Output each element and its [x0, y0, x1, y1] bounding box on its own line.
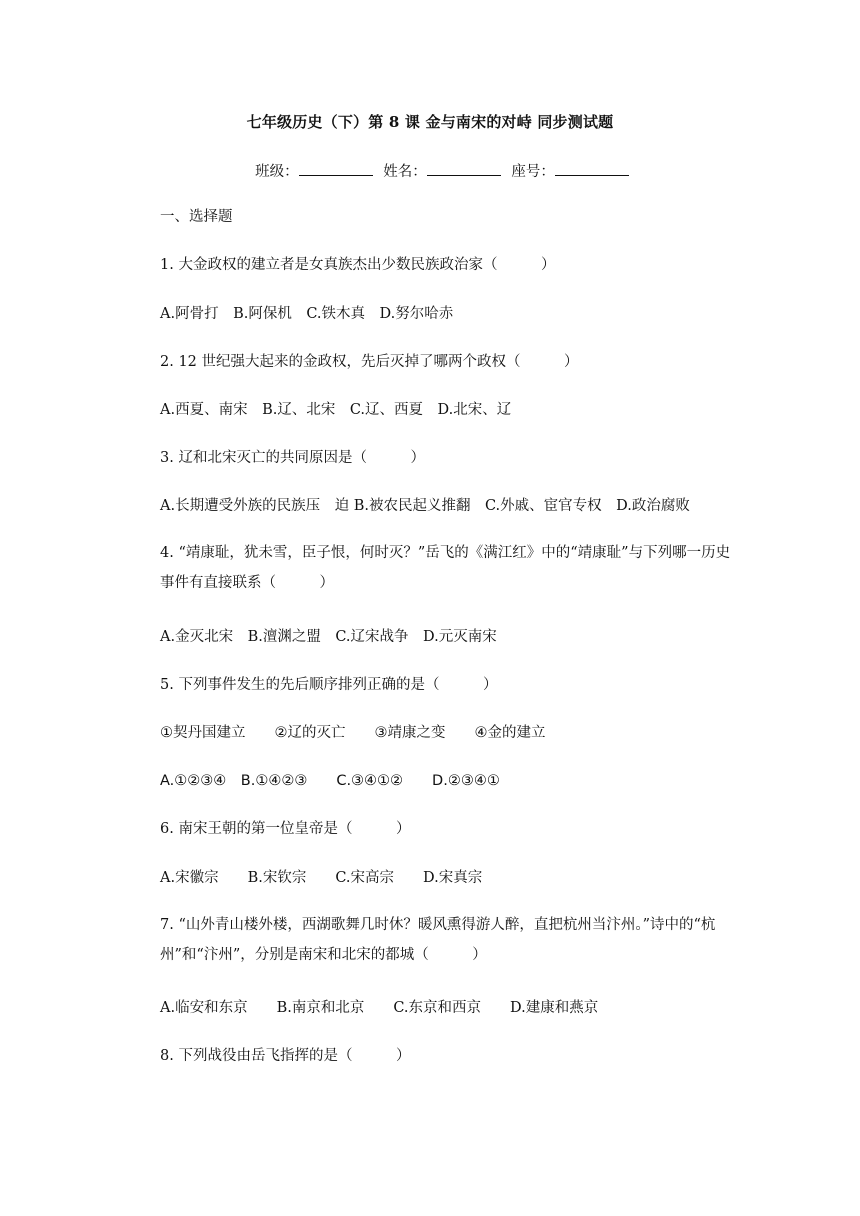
- name-blank: [427, 161, 501, 176]
- question-7: 7. “山外青山楼外楼，西湖歌舞几时休？暖风熏得游人醉，直把杭州当汴州。”诗中的“杭州”和“汴州”，分别是南宋和北宋的都城（ ）: [160, 917, 716, 963]
- seat-blank: [555, 161, 629, 176]
- question-6-options: A.宋徽宗 B.宋钦宗 C.宋高宗 D.宋真宗: [160, 870, 483, 886]
- seat-label: 座号：: [511, 164, 555, 180]
- question-8: 8. 下列战役由岳飞指挥的是（ ）: [160, 1048, 411, 1064]
- name-label: 姓名：: [383, 164, 427, 180]
- question-7-options: A.临安和东京 B.南京和北京 C.东京和西京 D.建康和燕京: [160, 1000, 599, 1016]
- page-title: 七年级历史（下）第 8 课 金与南宋的对峙 同步测试题: [246, 113, 614, 131]
- question-5: 5. 下列事件发生的先后顺序排列正确的是（ ）: [160, 677, 498, 693]
- question-4: 4. “靖康耻，犹未雪，臣子恨，何时灭？”岳飞的《满江红》中的“靖康耻”与下列哪一历史事件有直接联系（ ）: [160, 545, 731, 591]
- question-2-options: A.西夏、南宋 B.辽、北宋 C.辽、西夏 D.北宋、辽: [160, 402, 512, 418]
- question-3-options: A.长期遭受外族的民族压 迫 B.被农民起义推翻 C.外戚、宦官专权 D.政治腐败: [160, 498, 690, 514]
- question-2: 2. 12 世纪强大起来的金政权，先后灭掉了哪两个政权（ ）: [160, 354, 579, 370]
- class-blank: [299, 161, 373, 176]
- question-5-options: A.①②③④ B.①④②③ C.③④①② D.②③④①: [160, 773, 500, 789]
- class-label: 班级：: [255, 164, 299, 180]
- question-5-events: ①契丹国建立 ②辽的灭亡 ③靖康之变 ④金的建立: [160, 725, 546, 741]
- question-1: 1. 大金政权的建立者是女真族杰出少数民族政治家（ ）: [160, 257, 556, 273]
- student-info-line: [0, 160, 860, 181]
- question-6: 6. 南宋王朝的第一位皇帝是（ ）: [160, 821, 411, 837]
- section-heading: 一、选择题: [160, 209, 233, 225]
- question-3: 3. 辽和北宋灭亡的共同原因是（ ）: [160, 450, 425, 466]
- question-1-options: A.阿骨打 B.阿保机 C.铁木真 D.努尔哈赤: [160, 306, 454, 322]
- question-4-options: A.金灭北宋 B.澶渊之盟 C.辽宋战争 D.元灭南宋: [160, 629, 497, 645]
